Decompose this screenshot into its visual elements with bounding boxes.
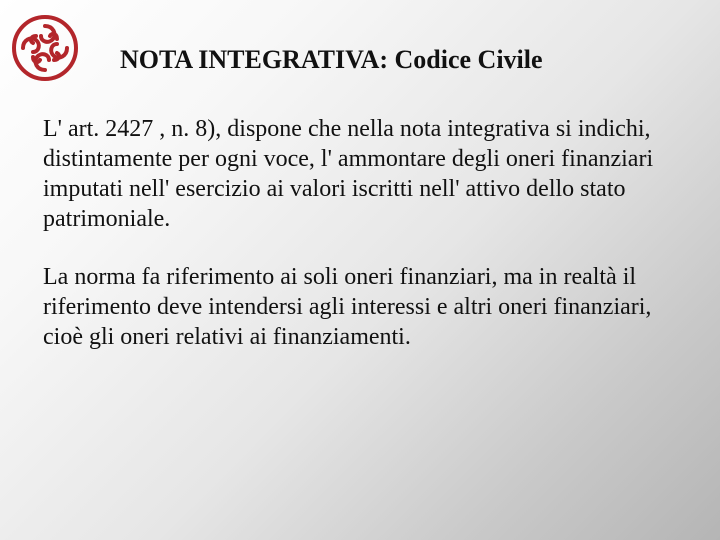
slide-title: NOTA INTEGRATIVA: Codice Civile [120, 45, 543, 74]
logo-graphic [9, 12, 81, 84]
body-paragraph-2: La norma fa riferimento ai soli oneri finanziari, ma in realtà il riferimento deve intendersi agli interessi e altri oneri finanziari, cioè gli oneri relativi ai finanziamenti. [43, 264, 652, 350]
slide-body [43, 114, 693, 380]
ornamental-knot-logo-icon [9, 12, 81, 84]
body-paragraph-1: L' art. 2427 , n. 8), dispone che nella nota integrativa si indichi, distintamente per ogni voce, l' ammontare degli oneri finanziari imputati nell' esercizio ai valori iscritti nell' attivo dello stato patrimoniale. [43, 116, 654, 232]
